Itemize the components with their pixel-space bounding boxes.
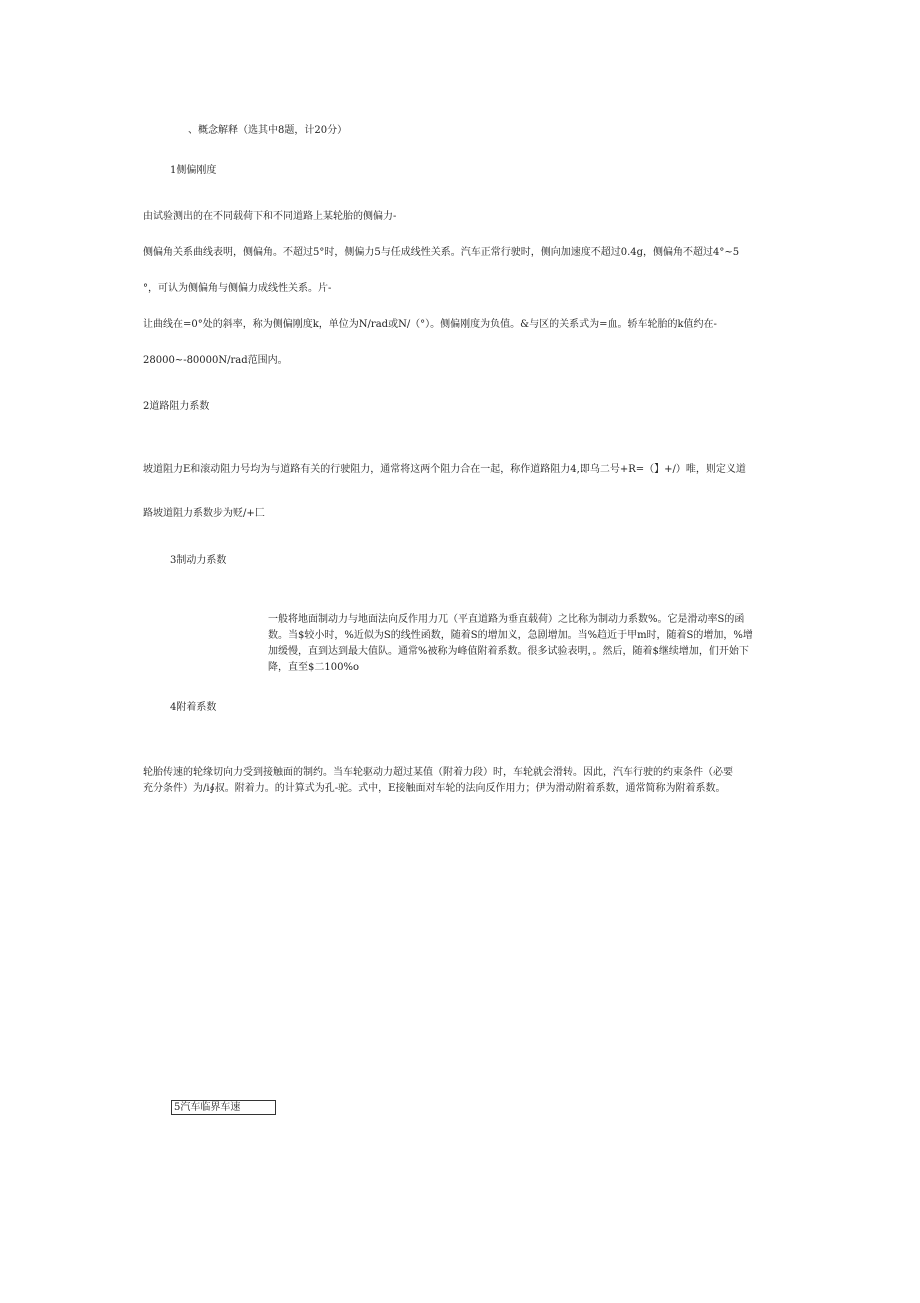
- item-3-line-1: 一般将地面制动力与地面法向反作用力兀（平直道路为垂直载荷）之比称为制动力系数%。它是滑动率S的函: [268, 614, 745, 625]
- item-3-line-3: 加缓慢，直到达到最大值队。通常%被称为峰值附着系数。很多试验表明，。然后，随着$继续增加，们开始下: [268, 646, 749, 657]
- item-4-paragraph: [143, 765, 783, 797]
- item-1-line-4: 让曲线在=0°处的斜率，称为侧偏刚度k，单位为N/rad或N/（°）。侧偏刚度为负值。&与区的关系式为=血。轿车轮胎的k值约在-: [143, 319, 717, 330]
- item-3-line-4: 降，直至$二100%o: [268, 662, 359, 673]
- item-1-line-5: 28000~-80000N/rad范围内。: [143, 355, 288, 366]
- item-1-title: 1侧偏刚度: [170, 165, 217, 176]
- item-3-title: 3制动力系数: [170, 555, 227, 566]
- section-heading: 、概念解释（选其中8题，计20分）: [188, 125, 348, 136]
- item-4-title: 4附着系数: [170, 702, 217, 713]
- item-3-line-2: 数。当$较小时，%近似为S的线性函数，随着S的增加义，急剧增加。当%趋近于甲m时，随着S的增加，%增: [268, 630, 753, 641]
- item-2-title: 2道路阻力系数: [143, 401, 210, 412]
- item-5-title: 5汽车临界车速: [171, 1100, 276, 1115]
- item-2-line-2: 路坡道阻力系数步为贬/+匚: [143, 508, 265, 519]
- item-1-line-1: 由试验测出的在不同载荷下和不同道路上某轮胎的侧偏力-: [143, 211, 397, 222]
- item-4-line-2: 充分条件）为/i∮叔。附着力。的计算式为孔-驼。式中，E接触面对车轮的法向反作用力；伊为滑动附着系数，通常简称为附着系数。: [143, 783, 726, 794]
- item-4-line-1: 轮胎传速的轮缘切向力受到接触面的制约。当车轮驱动力超过某值（附着力段）时，车轮就会滑转。因此，汽车行驶的约束条件（必要: [143, 767, 733, 778]
- item-1-line-3: °，可认为侧偏角与侧偏力成线性关系。片-: [143, 283, 332, 294]
- item-1-line-2: 侧偏角关系曲线表明，侧偏角。不超过5°时，侧偏力5与任成线性关系。汽车正常行驶时，侧向加速度不超过0.4g，侧偏角不超过4°~5: [143, 247, 740, 258]
- item-2-line-1: 坡道阻力E和滚动阻力号均为与道路有关的行驶阻力，通常将这两个阻力合在一起，称作道路阻力4,即乌二号+R=（】+/）唯，则定义道: [143, 464, 746, 475]
- item-3-paragraph: [268, 612, 773, 676]
